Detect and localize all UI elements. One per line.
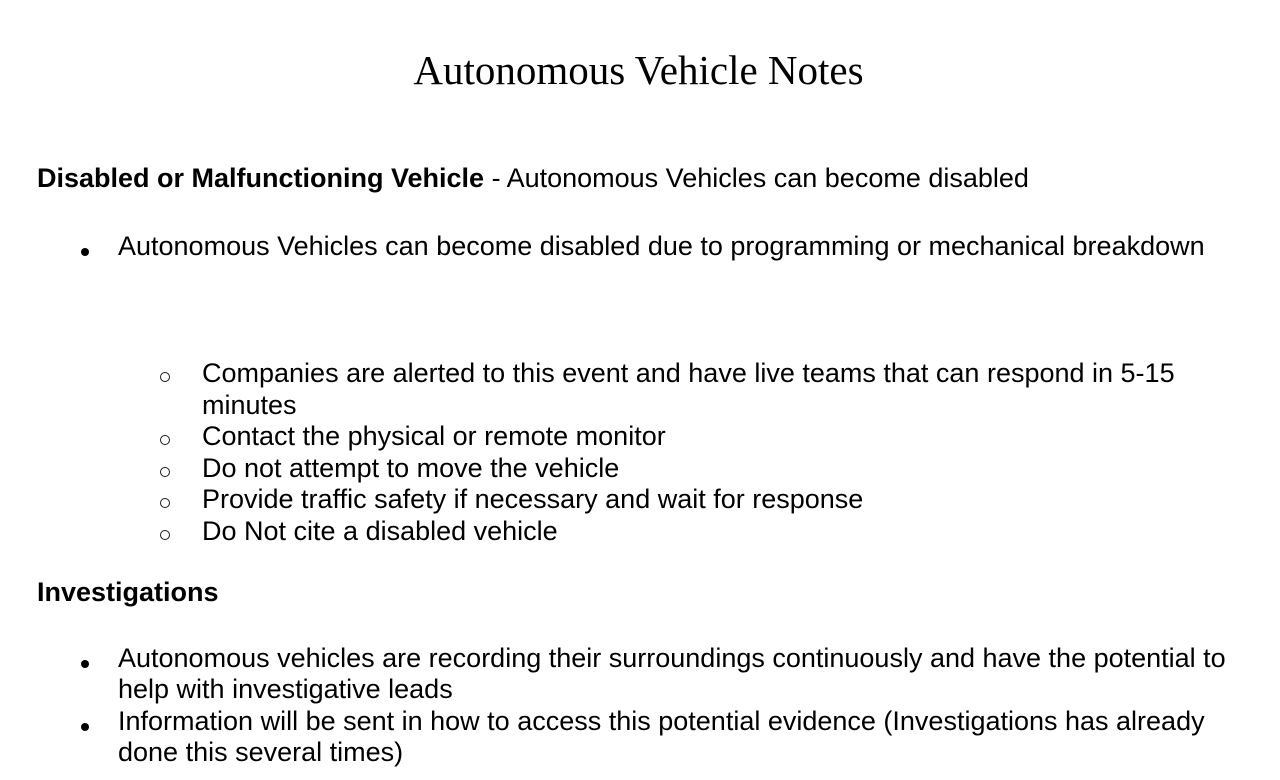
list-item-text: Provide traffic safety if necessary and wait for response — [202, 484, 864, 514]
bullet-circle-icon — [160, 372, 170, 382]
section-heading-bold: Investigations — [37, 577, 219, 607]
sub-bullet-list-disabled-vehicle — [37, 358, 1240, 547]
list-item — [202, 358, 1240, 421]
list-item — [118, 643, 1240, 706]
section-heading-investigations — [37, 577, 1240, 609]
bullet-disc-icon — [81, 660, 89, 668]
list-item-text: Companies are alerted to this event and have live teams that can respond in 5-15 minutes — [202, 358, 1175, 420]
list-item — [202, 421, 1240, 453]
list-item-text: Information will be sent in how to access this potential evidence (Investigations has already done this several times) — [118, 705, 1205, 767]
list-item — [202, 484, 1240, 516]
list-item — [118, 706, 1240, 769]
bullet-circle-icon — [160, 467, 170, 477]
list-item-text: Autonomous Vehicles can become disabled due to programming or mechanical breakdown — [118, 230, 1205, 261]
list-item-text: Do not attempt to move the vehicle — [202, 452, 620, 483]
bullet-disc-icon — [81, 248, 89, 256]
list-item-text: Do Not cite a disabled vehicle — [202, 515, 558, 546]
section-heading-bold: Disabled or Malfunctioning Vehicle — [37, 163, 485, 193]
section-heading-rest: - Autonomous Vehicles can become disabled — [484, 163, 1029, 193]
list-item — [202, 453, 1240, 485]
bullet-circle-icon — [160, 435, 170, 445]
bullet-list-disabled-vehicle — [37, 231, 1240, 263]
list-item — [118, 231, 1240, 263]
section-heading-disabled-vehicle — [37, 163, 1240, 195]
list-item-text: Autonomous vehicles are recording their surroundings continuously and have the potential to help with investigative leads — [118, 642, 1226, 704]
list-item — [202, 516, 1240, 548]
bullet-circle-icon — [160, 498, 170, 508]
bullet-disc-icon — [81, 723, 89, 731]
list-item-text: Contact the physical or remote monitor — [202, 421, 666, 451]
bullet-list-investigations — [37, 643, 1240, 769]
document-title: Autonomous Vehicle Notes — [413, 47, 864, 93]
bullet-circle-icon — [160, 530, 170, 540]
